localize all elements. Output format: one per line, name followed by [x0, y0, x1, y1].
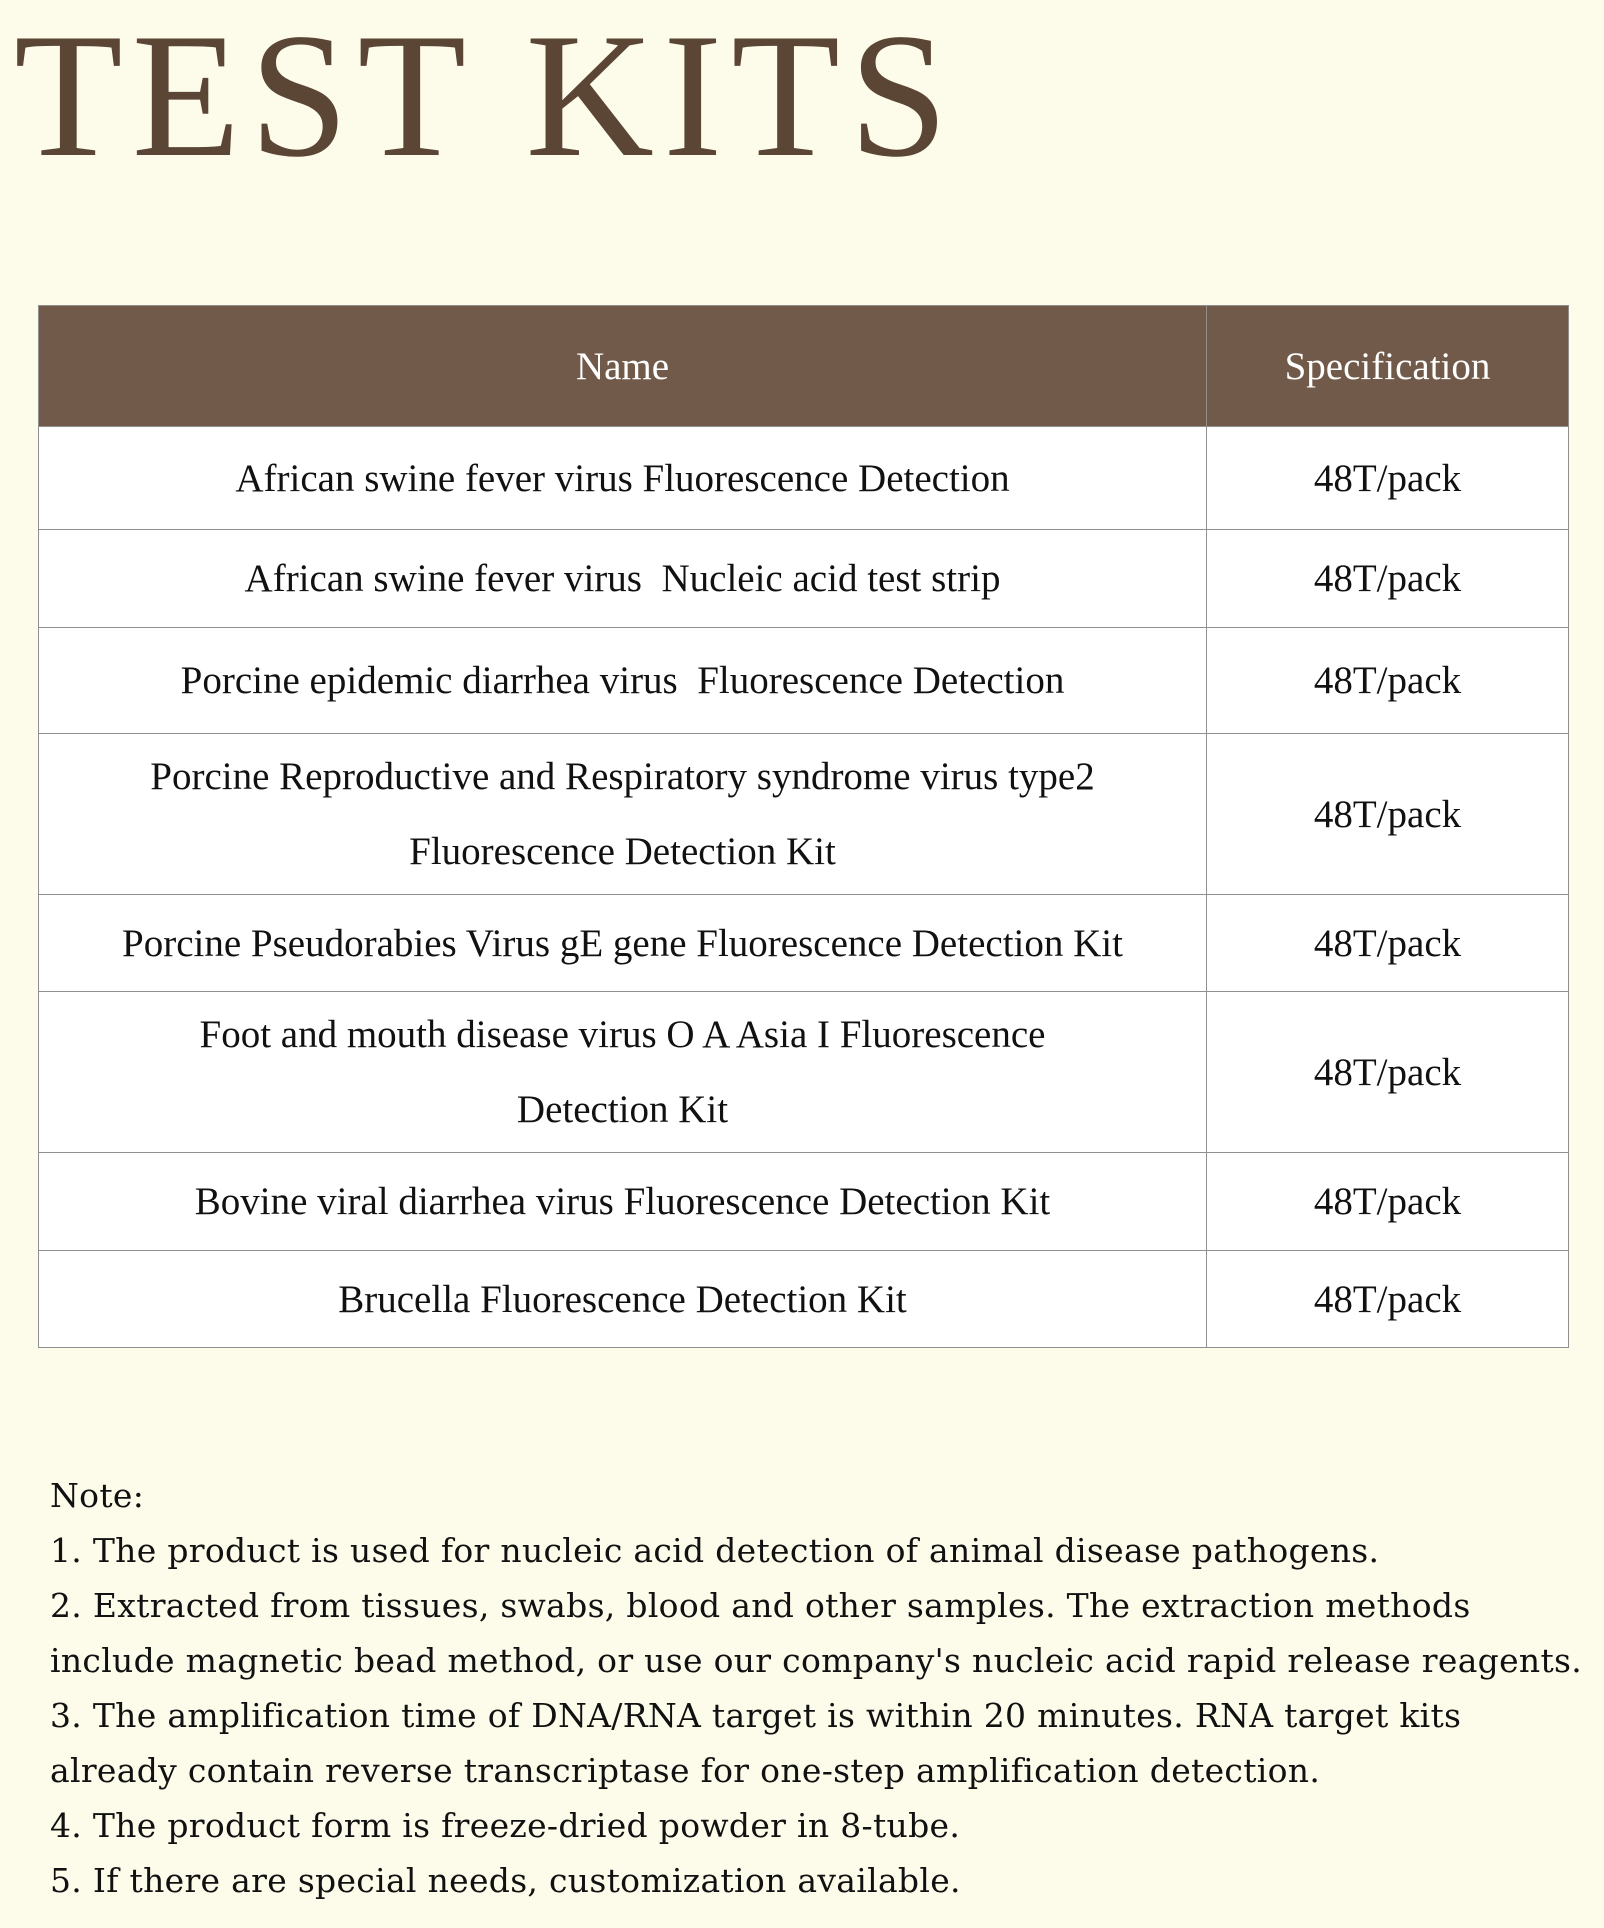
note-item: 3. The amplification time of DNA/RNA target is within 20 minutes. RNA target kits already contain reverse transcriptase for one-step amplification detection.: [50, 1696, 1462, 1790]
kit-spec-cell: 48T/pack: [1207, 992, 1569, 1153]
table-row: [39, 530, 1569, 628]
kit-name-cell: Foot and mouth disease virus O A Asia I Fluorescence Detection Kit: [39, 992, 1207, 1153]
notes-section: [50, 1468, 1590, 1908]
column-header-specification: Specification: [1207, 306, 1569, 427]
kit-name-cell: African swine fever virus Fluorescence Detection: [39, 427, 1207, 530]
kit-spec-cell: 48T/pack: [1207, 1251, 1569, 1348]
table-row: [39, 734, 1569, 895]
note-item: 5. If there are special needs, customization available.: [50, 1861, 961, 1900]
note-item: 4. The product form is freeze-dried powder in 8-tube.: [50, 1806, 961, 1845]
test-kits-table: [38, 305, 1569, 1348]
table-row: [39, 628, 1569, 734]
table-row: [39, 1251, 1569, 1348]
kit-name-cell: Porcine Pseudorabies Virus gE gene Fluorescence Detection Kit: [39, 895, 1207, 992]
page-title: TEST KITS: [14, 0, 958, 194]
kit-spec-cell: 48T/pack: [1207, 530, 1569, 628]
kit-spec-cell: 48T/pack: [1207, 427, 1569, 530]
note-item: 2. Extracted from tissues, swabs, blood and other samples. The extraction methods include magnetic bead method, or use our company's nucleic acid rapid release reagents.: [50, 1586, 1583, 1680]
kit-name-cell: Porcine epidemic diarrhea virus Fluorescence Detection: [39, 628, 1207, 734]
kit-name-cell: Brucella Fluorescence Detection Kit: [39, 1251, 1207, 1348]
table-row: [39, 895, 1569, 992]
kit-name-cell: Porcine Reproductive and Respiratory syndrome virus type2 Fluorescence Detection Kit: [39, 734, 1207, 895]
table-row: [39, 427, 1569, 530]
kit-name-cell: Bovine viral diarrhea virus Fluorescence Detection Kit: [39, 1153, 1207, 1251]
table-row: [39, 1153, 1569, 1251]
kit-spec-cell: 48T/pack: [1207, 1153, 1569, 1251]
table-header-row: [39, 306, 1569, 427]
column-header-name: Name: [39, 306, 1207, 427]
kit-spec-cell: 48T/pack: [1207, 734, 1569, 895]
kit-name-cell: African swine fever virus Nucleic acid test strip: [39, 530, 1207, 628]
kit-spec-cell: 48T/pack: [1207, 895, 1569, 992]
note-item: 1. The product is used for nucleic acid detection of animal disease pathogens.: [50, 1531, 1380, 1570]
kit-spec-cell: 48T/pack: [1207, 628, 1569, 734]
notes-heading: Note:: [50, 1476, 145, 1515]
table-row: [39, 992, 1569, 1153]
